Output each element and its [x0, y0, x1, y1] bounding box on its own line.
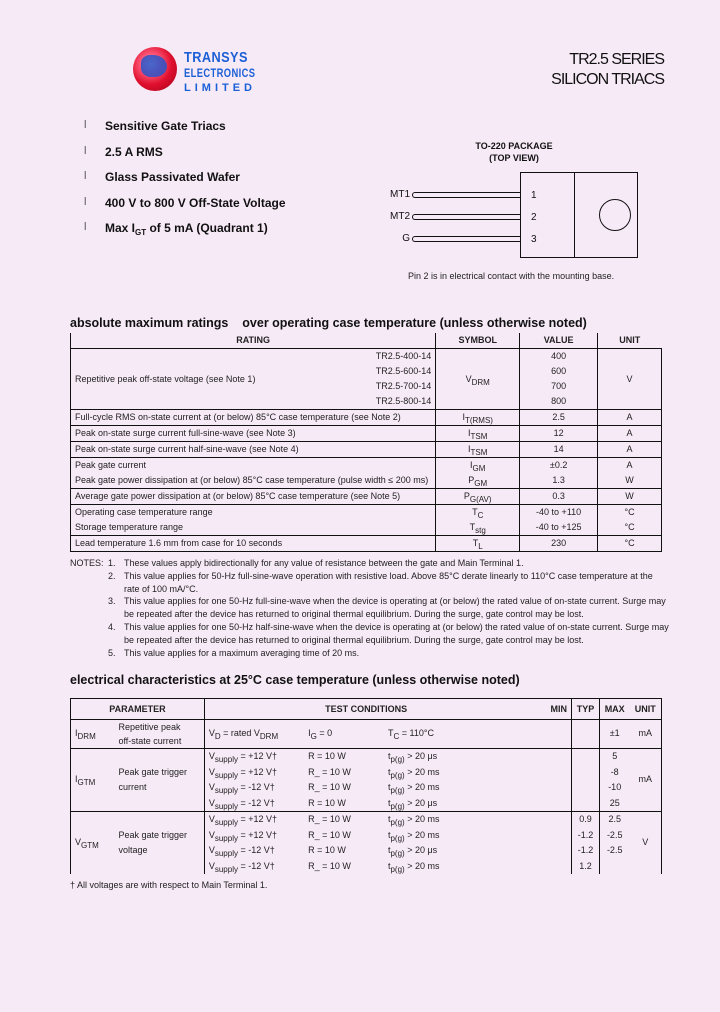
series-title-block: [551, 50, 664, 90]
pin-2-number: 2: [531, 212, 537, 223]
pin-2-label: MT2: [390, 211, 410, 222]
note-item: 5. This value applies for a maximum averaging time of 20 ms.: [108, 647, 360, 658]
table-row: $V_{GTM}$ Peak gate trigger voltage $V_{supply} = +12$ V† R_ = 10 W $t_{p(g)} > 20$ ms 0.9 2.5 V: [71, 812, 662, 828]
feature-item: [84, 170, 286, 196]
table-row: $I_{DRM}$ Repetitive peak off-state current $V_D$ = rated $V_{DRM}$ $I_G = 0$ $T_C = 110^\circ C$ ±1 mA: [71, 720, 662, 749]
bullet-icon: l: [84, 195, 87, 208]
table-row: Operating case temperature range $T_C$ -40 to +110 °C: [71, 505, 662, 521]
abs-max-heading: absolute maximum ratings over operating case temperature (unless otherwise noted): [70, 316, 587, 330]
note-item: 4. This value applies for one 50-Hz half-sine-wave when the device is operating at (or below) the rated value of on-state current. Surge may be repeated after the device has returned to original thermal equilibrium. During the surge, gate control may be lost.: [108, 621, 669, 645]
bullet-icon: l: [84, 144, 87, 157]
logo-line-1: TRANSYS: [184, 49, 248, 66]
table-row: TR2.5-700-14 700: [71, 379, 662, 394]
table-row: Peak on-state surge current half-sine-wave (see Note 4) $I_{TSM}$ 14 A: [71, 442, 662, 458]
table-row: $I_{GTM}$ Peak gate trigger current $V_{supply} = +12$ V† R = 10 W $t_{p(g)} > 20$ μs 5 mA: [71, 749, 662, 765]
note-item: 2. This value applies for 50-Hz full-sine-wave operation with resistive load. Above 85°C derate linearly to 110°C case temperature at the rate of 100 mA/°C.: [108, 570, 653, 594]
table-row: Peak gate current $I_{GM}$ ±0.2 A: [71, 458, 662, 474]
table-row: Full-cycle RMS on-state current at (or below) 85°C case temperature (see Note 2) $I_{T(RMS)}$ 2.5 A: [71, 410, 662, 426]
elec-char-table: [70, 698, 662, 874]
pin-2-lead-end: [412, 214, 418, 220]
table-row: $V_{supply} = -12$ V† R_ = 10 W $t_{p(g)} > 20$ ms 1.2: [71, 859, 662, 875]
table-row: $V_{supply} = -12$ V† R = 10 W $t_{p(g)} > 20$ μs 25: [71, 796, 662, 812]
feature-list: [84, 119, 286, 247]
mounting-hole-icon: [599, 199, 631, 231]
package-note: Pin 2 is in electrical contact with the mounting base.: [408, 271, 615, 281]
note-item: NOTES: 1. These values apply bidirectionally for any value of resistance between the gate and Main Terminal 1.: [70, 558, 524, 568]
feature-text: Sensitive Gate Triacs: [105, 119, 226, 133]
table-row: Repetitive peak off-state voltage (see Note 1) TR2.5-400-14 $V_{DRM}$ 400 V: [71, 349, 662, 365]
pin-1-lead-end: [412, 192, 418, 198]
bullet-icon: l: [84, 119, 87, 131]
table-row: $V_{supply} = -12$ V† R_ = 10 W $t_{p(g)} > 20$ ms -10: [208, 782, 622, 795]
pin-1-number: 1: [531, 190, 537, 201]
package-tab-divider: [574, 172, 575, 258]
table-row: Storage temperature range $T_{stg}$ -40 to +125 °C: [71, 520, 662, 536]
feature-item: [84, 196, 286, 222]
table-row: TR2.5-800-14 800: [71, 394, 662, 410]
pin-3-lead-end: [412, 236, 418, 242]
table-row: Lead temperature 1.6 mm from case for 10 seconds $T_L$ 230 °C: [71, 536, 662, 552]
bullet-icon: l: [84, 170, 87, 182]
table-row: $V_{supply} = +12$ V† R_ = 10 W $t_{p(g)} > 20$ ms -1.2 -2.5: [208, 829, 623, 843]
note-item: 3. This value applies for one 50-Hz full-sine-wave when the device is operating at (or below) the rated value of on-state current. Surge may be repeated after the device has returned to original thermal equilibrium. During the surge, gate control may be lost.: [108, 596, 666, 620]
feature-text: Max $I_{GT}$ of 5 mA (Quadrant 1): [105, 221, 268, 237]
pin-3-number: 3: [531, 234, 537, 245]
feature-item: [84, 221, 286, 247]
feature-text: 2.5 A RMS: [105, 144, 163, 159]
company-logo-globe-icon: [133, 47, 177, 91]
table-header-row: RATING SYMBOL VALUE UNIT: [71, 333, 662, 349]
package-title: TO-220 PACKAGE (TOP VIEW): [475, 141, 553, 163]
series-title: TR2.5 SERIES: [569, 51, 664, 68]
logo-line-2: ELECTRONICS: [184, 66, 256, 80]
feature-item: [84, 119, 286, 145]
pin-1-lead: [415, 192, 520, 198]
feature-text: Glass Passivated Wafer: [105, 170, 240, 184]
symbol-vdrm: $V_{DRM}$: [436, 349, 520, 410]
feature-text: 400 V to 800 V Off-State Voltage: [105, 195, 286, 210]
notes-block: [70, 557, 670, 659]
elec-char-heading: electrical characteristics at 25°C case temperature (unless otherwise noted): [70, 673, 520, 687]
table-row: Peak gate power dissipation at (or below) 85°C case temperature (pulse width ≤ 200 ms) $P_{GM}$ 1.3 W: [71, 473, 662, 489]
table-row: $V_{supply} = +12$ V† R_ = 10 W $t_{p(g)} > 20$ ms -8: [208, 766, 619, 780]
table-header-row: PARAMETER TEST CONDITIONS MIN TYP MAX UNIT: [71, 699, 662, 720]
pin-1-label: MT1: [390, 189, 410, 200]
abs-max-table: [70, 333, 662, 552]
series-subtitle: SILICON TRIACS: [551, 71, 664, 88]
table-row: TR2.5-600-14 600: [71, 364, 662, 379]
voltage-footnote: † All voltages are with respect to Main Terminal 1.: [70, 880, 268, 890]
table-row: Average gate power dissipation at (or below) 85°C case temperature (see Note 5) $P_{G(AV)}$ 0.3 W: [71, 489, 662, 505]
feature-item: [84, 145, 286, 171]
pin-2-lead: [415, 214, 520, 220]
table-row: $V_{supply} = -12$ V† R = 10 W $t_{p(g)} > 20$ μs -1.2 -2.5: [208, 845, 623, 858]
logo-line-3: LIMITED: [184, 82, 256, 94]
bullet-icon: l: [84, 221, 87, 233]
pin-3-label: G: [402, 233, 410, 244]
pin-3-lead: [415, 236, 520, 242]
table-row: Peak on-state surge current full-sine-wave (see Note 3) $I_{TSM}$ 12 A: [71, 426, 662, 442]
